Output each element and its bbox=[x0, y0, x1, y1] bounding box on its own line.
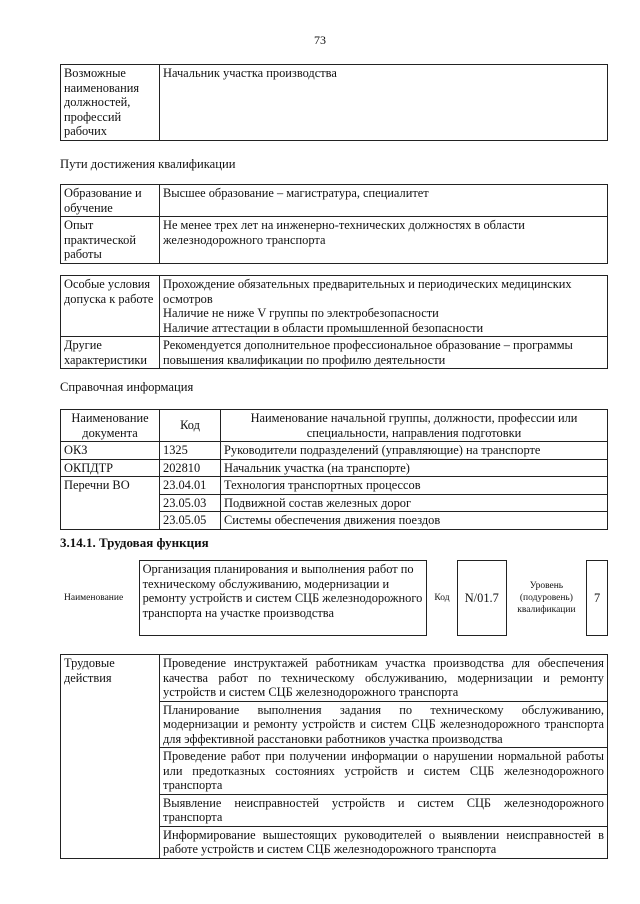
reference-doc: Перечни ВО bbox=[61, 477, 160, 530]
reference-code: 23.05.05 bbox=[160, 512, 221, 530]
labor-action-item: Информирование вышестоящих руководителей о выявлении неисправностей в работе устройств и систем СЦБ железнодорожного транспорта bbox=[160, 826, 608, 858]
labor-actions-table bbox=[60, 654, 608, 859]
labor-action-item: Проведение инструктажей работникам участка производства для обеспечения качества работ по техническому обслуживанию, модернизации и ремонту устройств и систем СЦБ железнодорожного транспорта bbox=[160, 655, 608, 702]
function-level-label: Уровень (подуровень) квалификации bbox=[517, 581, 576, 615]
positions-label: Возможные наименования должностей, профессий рабочих bbox=[61, 65, 160, 141]
reference-header-name: Наименование начальной группы, должности, профессии или специальности, направления подготовки bbox=[221, 410, 608, 442]
reference-name: Системы обеспечения движения поездов bbox=[221, 512, 608, 530]
function-code-label: Код bbox=[434, 593, 450, 603]
function-level: 7 bbox=[587, 561, 608, 636]
function-name: Организация планирования и выполнения работ по техническому обслуживанию, модернизации и ремонту устройств и систем СЦБ железнодорожного транспорта на участке производства bbox=[139, 561, 427, 636]
reference-name: Подвижной состав железных дорог bbox=[221, 494, 608, 512]
education-value: Высшее образование – магистратура, специалитет bbox=[160, 185, 608, 217]
other-label: Другие характеристики bbox=[61, 337, 160, 369]
reference-header-doc: Наименование документа bbox=[61, 410, 160, 442]
special-condition-item: Прохождение обязательных предварительных и периодических медицинских осмотров bbox=[163, 277, 572, 306]
other-value: Рекомендуется дополнительное профессиональное образование – программы повышения квалификации по профилю деятельности bbox=[160, 337, 608, 369]
function-code: N/01.7 bbox=[457, 561, 506, 636]
special-conditions-values bbox=[160, 276, 608, 337]
reference-code: 23.05.03 bbox=[160, 494, 221, 512]
reference-name: Технология транспортных процессов bbox=[221, 477, 608, 495]
paths-heading: Пути достижения квалификации bbox=[60, 157, 236, 171]
reference-heading: Справочная информация bbox=[60, 380, 194, 394]
experience-label: Опыт практической работы bbox=[61, 217, 160, 264]
function-heading: 3.14.1. Трудовая функция bbox=[60, 535, 209, 550]
labor-action-item: Планирование выполнения задания по техническому обслуживанию, модернизации и ремонту устройств и систем СЦБ железнодорожного транспорта для эффективной расстановки работников участка производства bbox=[160, 701, 608, 748]
special-condition-item: Наличие не ниже V группы по электробезопасности bbox=[163, 306, 439, 320]
page-number: 73 bbox=[314, 33, 326, 47]
reference-code: 202810 bbox=[160, 459, 221, 477]
positions-table bbox=[60, 64, 608, 141]
reference-header-code: Код bbox=[160, 410, 221, 442]
reference-code: 1325 bbox=[160, 442, 221, 460]
reference-doc: ОКПДТР bbox=[61, 459, 160, 477]
function-name-label: Наименование bbox=[64, 593, 124, 603]
reference-name: Руководители подразделений (управляющие) на транспорте bbox=[221, 442, 608, 460]
reference-code: 23.04.01 bbox=[160, 477, 221, 495]
reference-doc: ОКЗ bbox=[61, 442, 160, 460]
labor-action-item: Проведение работ при получении информации о нарушении нормальной работы или предотказных состояниях устройств и систем СЦБ железнодорожного транспорта bbox=[160, 748, 608, 795]
reference-table bbox=[60, 409, 608, 530]
special-condition-item: Наличие аттестации в области промышленной безопасности bbox=[163, 320, 484, 335]
table-row bbox=[61, 442, 608, 460]
positions-value: Начальник участка производства bbox=[160, 65, 608, 141]
function-header-table bbox=[60, 560, 608, 636]
experience-value: Не менее трех лет на инженерно-технических должностях в области железнодорожного транспорта bbox=[160, 217, 608, 264]
qualification-paths-table bbox=[60, 184, 608, 264]
conditions-table bbox=[60, 275, 608, 369]
table-row bbox=[61, 477, 608, 495]
education-label: Образование и обучение bbox=[61, 185, 160, 217]
special-conditions-label: Особые условия допуска к работе bbox=[61, 276, 160, 337]
reference-name: Начальник участка (на транспорте) bbox=[221, 459, 608, 477]
labor-action-item: Выявление неисправностей устройств и систем СЦБ железнодорожного транспорта bbox=[160, 794, 608, 826]
table-row bbox=[61, 459, 608, 477]
labor-actions-label: Трудовые действия bbox=[61, 655, 160, 859]
